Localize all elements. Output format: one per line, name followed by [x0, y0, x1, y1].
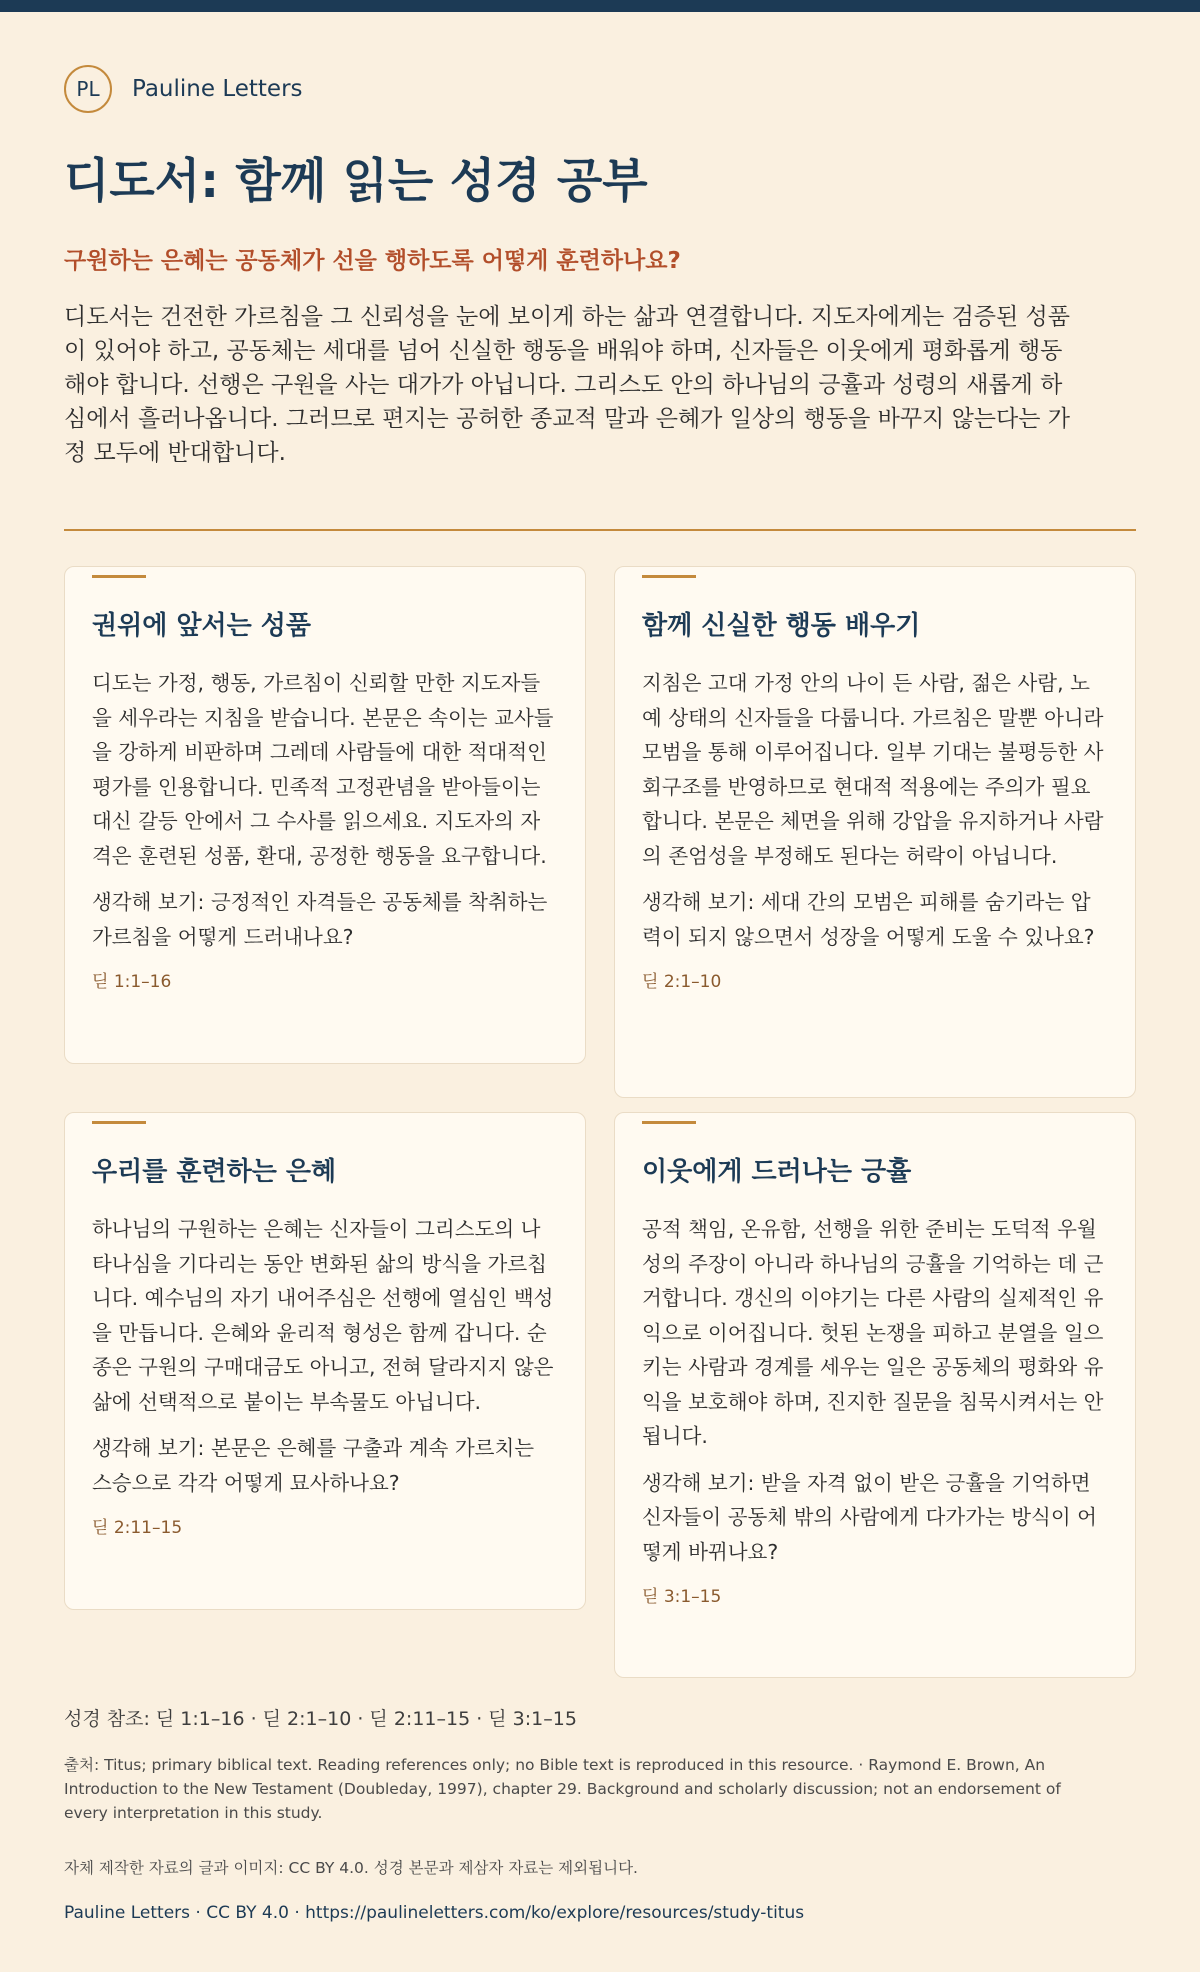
brand-name: Pauline Letters — [132, 76, 303, 102]
card-accent-line — [92, 575, 146, 578]
footer-link[interactable]: Pauline Letters · CC BY 4.0 · https://paulineletters.com/ko/explore/resources/study-titus — [64, 1903, 805, 1923]
study-card-grace — [64, 1112, 586, 1610]
intro-paragraph: 디도서는 건전한 가르침을 그 신뢰성을 눈에 보이게 하는 삶과 연결합니다. 지도자에게는 검증된 성품이 있어야 하고, 공동체는 세대를 넘어 신실한 행동을 배워야 하며, 신자들은 이웃에게 평화롭게 행동해야 합니다. 선행은 구원을 사는 대가가 아닙니다. 그리스도 안의 하나님의 긍휼과 성령의 새롭게 하심에서 흘러나옵니다. 그러므로 편지는 공허한 종교적 말과 은혜가 일상의 행동을 바꾸지 않는다는 가정 모두에 반대합니다. — [64, 304, 1070, 466]
card-reference: 딛 2:1–10 — [642, 972, 722, 992]
card-reflection: 생각해 보기: 세대 간의 모범은 피해를 숨기라는 압력이 되지 않으면서 성장을 어떻게 도울 수 있나요? — [642, 890, 1095, 949]
card-reflection: 생각해 보기: 본문은 은혜를 구출과 계속 가르치는 스승으로 각각 어떻게 묘사하나요? — [92, 1436, 535, 1495]
card-reference: 딛 3:1–15 — [642, 1587, 722, 1607]
card-title: 함께 신실한 행동 배우기 — [642, 611, 921, 641]
study-card-conduct — [614, 566, 1136, 1098]
card-title: 우리를 훈련하는 은혜 — [92, 1157, 337, 1187]
study-card-mercy — [614, 1112, 1136, 1678]
card-reflection: 생각해 보기: 받을 자격 없이 받은 긍휼을 기억하면 신자들이 공동체 밖의 사람에게 다가가는 방식이 어떻게 바뀌나요? — [642, 1470, 1097, 1564]
card-body: 하나님의 구원하는 은혜는 신자들이 그리스도의 나타나심을 기다리는 동안 변화된 삶의 방식을 가르칩니다. 예수님의 자기 내어주심은 선행에 열심인 백성을 만듭니다. 은혜와 윤리적 형성은 함께 갑니다. 순종은 구원의 구매대금도 아니고, 전혀 달라지지 않은 삶에 선택적으로 붙이는 부속물도 아닙니다. — [92, 1217, 554, 1414]
scripture-references: 성경 참조: 딛 1:1–16 · 딛 2:1–10 · 딛 2:11–15 · 딛 3:1–15 — [64, 1708, 577, 1730]
page-title: 디도서: 함께 읽는 성경 공부 — [64, 154, 648, 209]
card-title: 권위에 앞서는 성품 — [92, 611, 312, 641]
card-body: 지침은 고대 가정 안의 나이 든 사람, 젊은 사람, 노예 상태의 신자들을 다룹니다. 가르침은 말뿐 아니라 모범을 통해 이루어집니다. 일부 기대는 불평등한 사회구조를 반영하므로 현대적 적용에는 주의가 필요합니다. 본문은 체면을 위해 강압을 유지하거나 사람의 존엄성을 부정해도 된다는 허락이 아닙니다. — [642, 671, 1104, 868]
brand-logo: PL — [64, 65, 112, 113]
card-reference: 딛 2:11–15 — [92, 1518, 183, 1538]
page-subtitle: 구원하는 은혜는 공동체가 선을 행하도록 어떻게 훈련하나요? — [64, 248, 681, 274]
top-accent-bar — [0, 0, 1200, 12]
card-body: 공적 책임, 온유함, 선행을 위한 준비는 도덕적 우월성의 주장이 아니라 하나님의 긍휼을 기억하는 데 근거합니다. 갱신의 이야기는 다른 사람의 실제적인 유익으로 이어집니다. 헛된 논쟁을 피하고 분열을 일으키는 사람과 경계를 세우는 일은 공동체의 평화와 유익을 보호해야 하며, 진지한 질문을 침묵시켜서는 안 됩니다. — [642, 1217, 1104, 1448]
card-accent-line — [642, 1121, 696, 1124]
section-divider — [64, 529, 1136, 531]
card-title: 이웃에게 드러나는 긍휼 — [642, 1157, 912, 1187]
card-body: 디도는 가정, 행동, 가르침이 신뢰할 만한 지도자들을 세우라는 지침을 받습니다. 본문은 속이는 교사들을 강하게 비판하며 그레데 사람들에 대한 적대적인 평가를 인용합니다. 민족적 고정관념을 받아들이는 대신 갈등 안에서 그 수사를 읽으세요. 지도자의 자격은 훈련된 성품, 환대, 공정한 행동을 요구합니다. — [92, 671, 554, 868]
license-note: 자체 제작한 자료의 글과 이미지: CC BY 4.0. 성경 본문과 제삼자 자료는 제외됩니다. — [64, 1859, 638, 1877]
card-reflection: 생각해 보기: 긍정적인 자격들은 공동체를 착취하는 가르침을 어떻게 드러내나요? — [92, 890, 548, 949]
card-accent-line — [92, 1121, 146, 1124]
brand[interactable] — [64, 63, 303, 115]
card-accent-line — [642, 575, 696, 578]
sources-note: 출처: Titus; primary biblical text. Reading references only; no Bible text is reproduced in this resource. · Raymond E. Brown, An Introduction to the New Testament (Doubleday, 1997), chapter 29. Background and scholarly discussion; not an endorsement of every interpretation in this study. — [64, 1756, 1061, 1822]
study-card-character — [64, 566, 586, 1064]
card-reference: 딛 1:1–16 — [92, 972, 172, 992]
